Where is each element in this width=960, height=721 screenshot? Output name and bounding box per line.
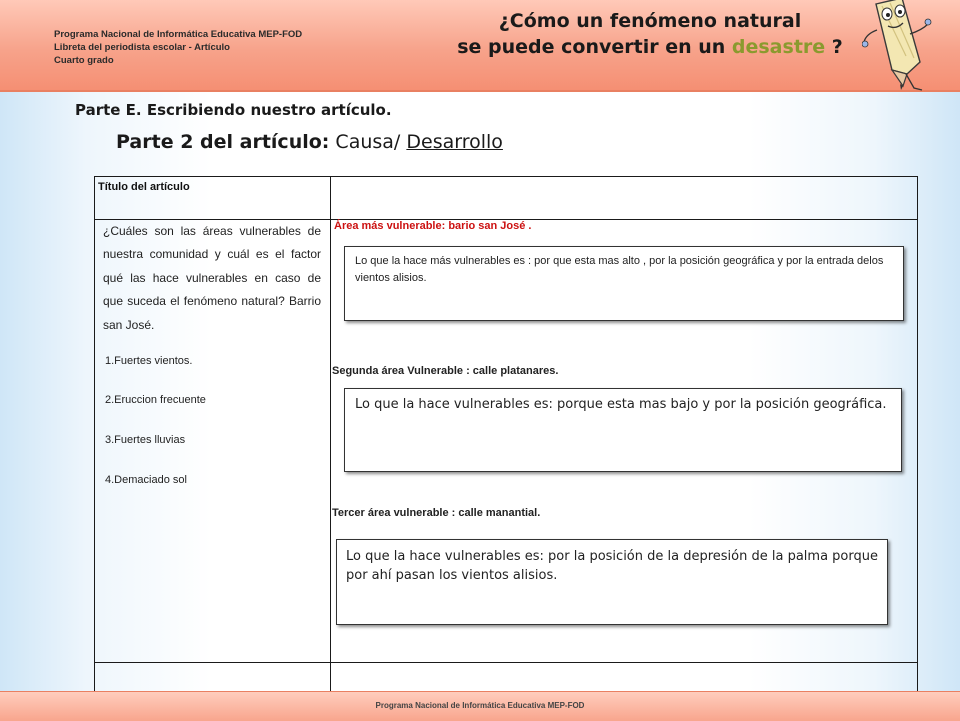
list-item: 2.Eruccion frecuente <box>105 394 206 406</box>
notebook-name: Libreta del periodista escolar - Artículo <box>54 42 230 53</box>
section-title: Parte E. Escribiendo nuestro artículo. <box>75 101 392 119</box>
header-banner <box>0 0 960 92</box>
main-question-line1: ¿Cómo un fenómeno natural <box>498 10 802 32</box>
subsection-cause: Causa/ <box>329 131 407 153</box>
table-border-left <box>94 176 95 720</box>
list-item: 3.Fuertes lluvias <box>105 434 186 446</box>
main-question-highlight: desastre <box>731 36 826 58</box>
grade-label: Cuarto grado <box>54 55 114 66</box>
area-heading-3: Tercer área vulnerable : calle manantial. <box>332 507 541 519</box>
main-question-line2 <box>440 34 860 60</box>
area-answer-box-1: Lo que la hace más vulnerables es : por que esta mas alto , por la posición geográfica y por la entrada delos vientos alisios. <box>344 246 904 321</box>
program-info <box>54 28 302 67</box>
table-border-right <box>917 176 918 720</box>
main-question-prefix: se puede convertir en un <box>457 36 732 58</box>
subsection-label: Parte 2 del artículo: <box>116 131 330 153</box>
program-name: Programa Nacional de Informática Educativa MEP-FOD <box>54 29 303 40</box>
pencil-character-icon <box>862 0 932 92</box>
footer-text: Programa Nacional de Informática Educativa MEP-FOD <box>375 701 585 710</box>
area-heading-1: Área más vulnerable: bario san José . <box>334 220 532 232</box>
table-row-divider-2 <box>94 662 918 663</box>
subsection-title <box>116 131 503 153</box>
main-question <box>440 8 860 60</box>
footer-bar <box>0 691 960 721</box>
area-answer-box-2: Lo que la hace vulnerables es: porque esta mas bajo y por la posición geográfica. <box>344 388 902 472</box>
subsection-development: Desarrollo <box>406 131 503 153</box>
article-title-label: Título del artículo <box>98 181 190 193</box>
article-table <box>94 176 918 720</box>
question-text: ¿Cuáles son las áreas vulnerables de nuestra comunidad y cuál es el factor qué las hace vulnerables en caso de que suceda el fenómeno natural? Barrio san José. <box>103 224 321 332</box>
list-item: 1.Fuertes vientos. <box>105 355 193 367</box>
table-column-divider <box>330 176 331 720</box>
table-border-top <box>94 176 918 177</box>
area-heading-2: Segunda área Vulnerable : calle platanares. <box>332 365 559 377</box>
area-answer-box-3: Lo que la hace vulnerables es: por la posición de la depresión de la palma porque por ahí pasan los vientos alisios. <box>336 539 888 625</box>
main-question-suffix: ? <box>825 36 843 58</box>
list-item: 4.Demaciado sol <box>105 474 187 486</box>
